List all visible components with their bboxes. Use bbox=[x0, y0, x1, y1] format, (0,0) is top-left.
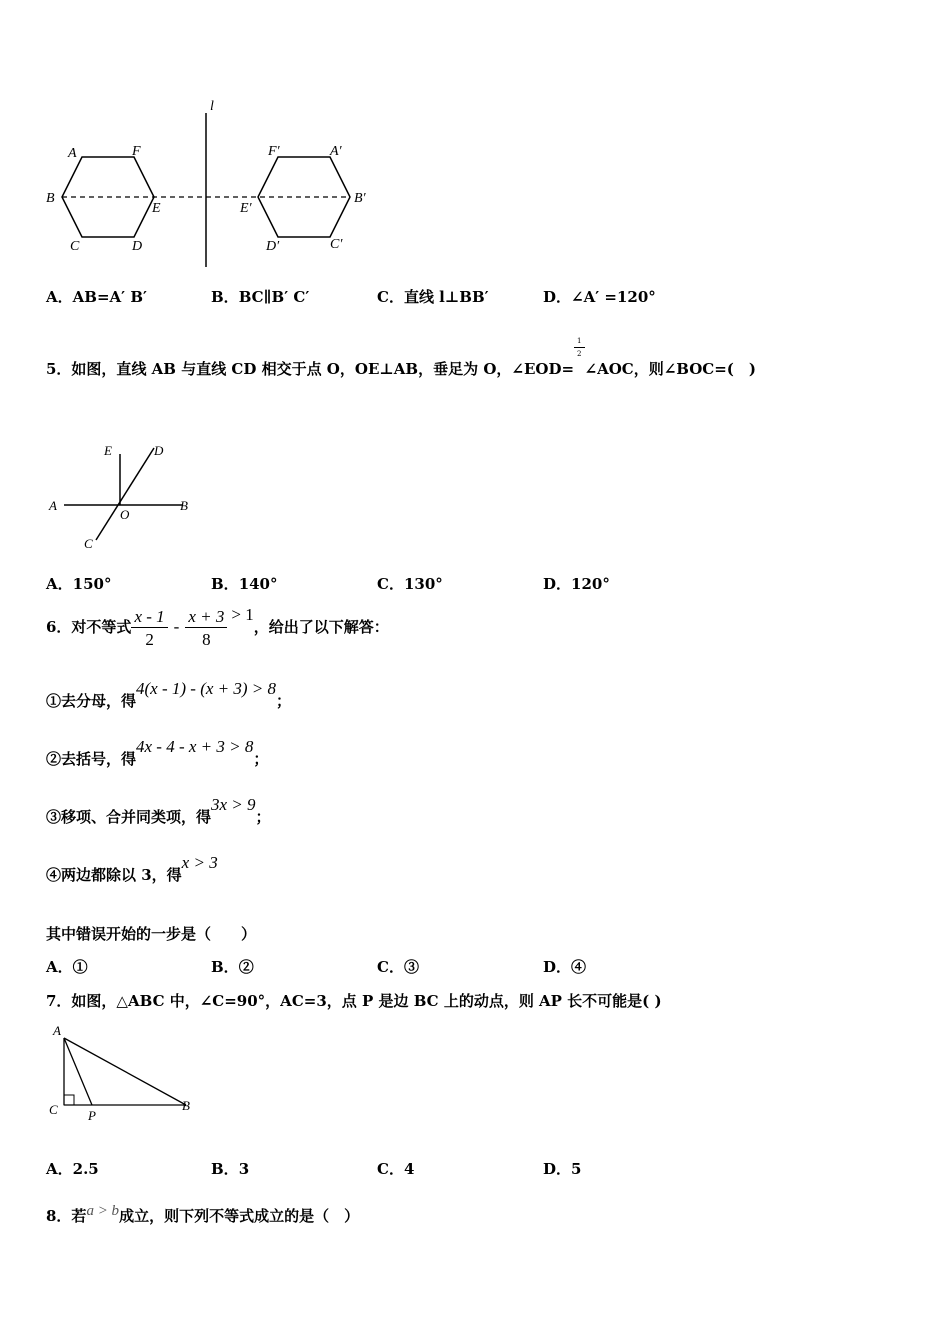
q4-option-c[interactable]: C．直线 l⊥BB′ bbox=[377, 288, 489, 306]
label-P: P bbox=[88, 1108, 96, 1123]
q7-option-a[interactable]: A．2.5 bbox=[46, 1160, 99, 1178]
q6-step-3: ③移项、合并同类项，得3x > 9； bbox=[46, 795, 271, 826]
label-C: C bbox=[49, 1102, 58, 1117]
axis-label: l bbox=[210, 99, 214, 114]
q5-fraction: $\frac{1}{2}$ bbox=[574, 338, 584, 358]
q7-stem: 7．如图，△ABC 中，∠C=90°，AC=3，点 P 是边 BC 上的动点，则 AP 长不可能是( ) bbox=[46, 992, 662, 1010]
label-D-prime: D′ bbox=[266, 239, 280, 254]
q6-prefix: 6．对不等式 bbox=[46, 618, 132, 636]
q4-option-d[interactable]: D．∠A′ =120° bbox=[543, 288, 656, 306]
q6-rhs: > 1 bbox=[231, 605, 254, 624]
label-B: B bbox=[180, 498, 188, 513]
q8-math: a > b bbox=[86, 1203, 120, 1219]
q6-stem: 6．对不等式 $\frac{x - 1}{2}$ - $\frac{x + 3}{8}$ > 1，给出了以下解答： bbox=[46, 605, 389, 649]
q4-figure bbox=[40, 95, 380, 270]
q7-option-d[interactable]: D．5 bbox=[543, 1160, 582, 1178]
label-B: B bbox=[46, 191, 55, 206]
q5-option-b[interactable]: B．140° bbox=[211, 575, 278, 593]
q5-option-a[interactable]: A．150° bbox=[46, 575, 112, 593]
label-A: A bbox=[49, 498, 57, 513]
q5-option-c[interactable]: C．130° bbox=[377, 575, 443, 593]
q6-fraction-2: $\frac{x + 3}{8}$ bbox=[185, 608, 227, 648]
q7-option-c[interactable]: C．4 bbox=[377, 1160, 415, 1178]
q6-option-a[interactable]: A．① bbox=[46, 958, 88, 976]
q5-figure bbox=[44, 440, 204, 555]
label-C: C bbox=[70, 239, 80, 254]
q6-option-b[interactable]: B．② bbox=[211, 958, 254, 976]
label-D: D bbox=[154, 443, 164, 458]
q6-fraction-1: $\frac{x - 1}{2}$ bbox=[131, 608, 167, 648]
label-E: E bbox=[152, 201, 161, 216]
label-B-prime: B′ bbox=[354, 191, 366, 206]
label-O: O bbox=[120, 507, 130, 522]
q8-stem: 8．若a > b成立，则下列不等式成立的是（ ） bbox=[46, 1203, 360, 1225]
q6-option-c[interactable]: C．③ bbox=[377, 958, 419, 976]
label-F: F bbox=[132, 144, 141, 159]
q6-suffix: ，给出了以下解答： bbox=[253, 618, 389, 636]
q6-option-d[interactable]: D．④ bbox=[543, 958, 587, 976]
label-C-prime: C′ bbox=[330, 237, 343, 252]
q5-stem bbox=[46, 337, 757, 380]
label-F-prime: F′ bbox=[268, 144, 280, 159]
q6-step-2: ②去括号，得4x - 4 - x + 3 > 8； bbox=[46, 737, 269, 768]
q5-option-d[interactable]: D．120° bbox=[543, 575, 610, 593]
q4-option-a[interactable]: A．AB=A′ B′ bbox=[46, 288, 147, 306]
q7-option-b[interactable]: B．3 bbox=[211, 1160, 250, 1178]
label-E-prime: E′ bbox=[240, 201, 252, 216]
q5-suffix: ∠AOC，则∠BOC=( ) bbox=[584, 360, 757, 378]
label-C: C bbox=[84, 536, 93, 551]
q6-step-1: ①去分母，得4(x - 1) - (x + 3) > 8； bbox=[46, 679, 292, 710]
label-A-prime: A′ bbox=[330, 144, 342, 159]
label-B: B bbox=[182, 1098, 190, 1113]
q7-figure bbox=[44, 1020, 204, 1130]
label-D: D bbox=[132, 239, 143, 254]
label-A: A bbox=[53, 1023, 61, 1038]
q6-step-4: ④两边都除以 3，得x > 3 bbox=[46, 853, 218, 884]
label-E: E bbox=[104, 443, 112, 458]
label-A: A bbox=[68, 146, 77, 161]
q6-question: 其中错误开始的一步是（ ） bbox=[46, 925, 257, 943]
q4-option-b[interactable]: B．BC∥B′ C′ bbox=[211, 288, 310, 306]
q5-prefix: 5．如图，直线 AB 与直线 CD 相交于点 O，OE⊥AB，垂足为 O，∠EOD= bbox=[46, 360, 575, 378]
